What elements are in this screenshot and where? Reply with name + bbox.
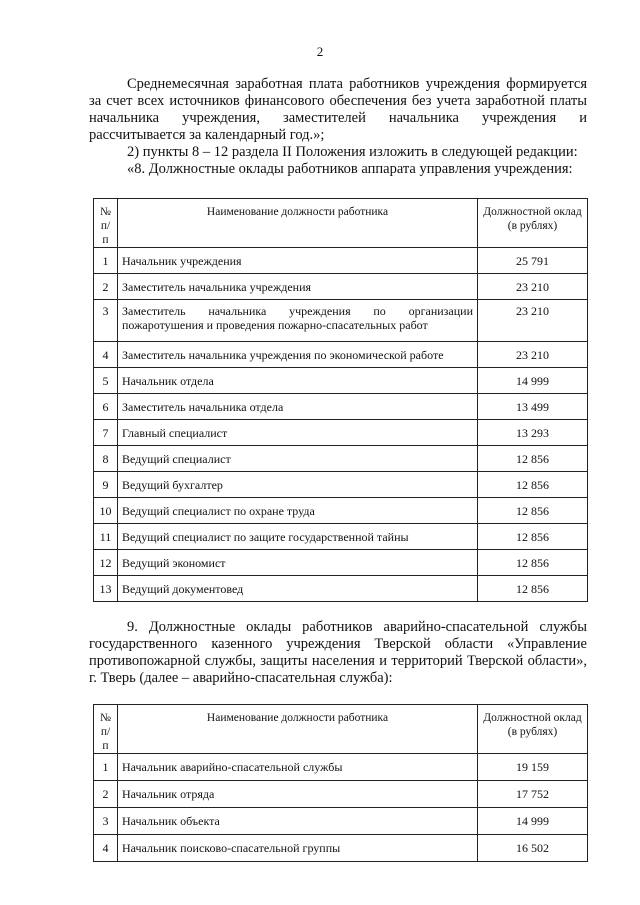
row-position: Начальник аварийно-спасательной службы <box>118 754 478 781</box>
row-number: 6 <box>94 394 118 420</box>
section-9-block <box>89 619 587 687</box>
row-position: Ведущий специалист <box>118 446 478 472</box>
row-position: Начальник отдела <box>118 368 478 394</box>
row-number: 1 <box>94 248 118 274</box>
table-row <box>94 550 588 576</box>
table-row <box>94 754 588 781</box>
row-number: 12 <box>94 550 118 576</box>
row-position: Начальник учреждения <box>118 248 478 274</box>
page-number: 2 <box>316 44 324 59</box>
row-number: 3 <box>94 808 118 835</box>
row-number: 11 <box>94 524 118 550</box>
header-salary: Должностной оклад (в рублях) <box>478 199 588 248</box>
intro-paragraph-3: «8. Должностные оклады работников аппарата управления учреждения: <box>127 161 573 177</box>
table-row <box>94 342 588 368</box>
row-salary: 23 210 <box>478 300 588 342</box>
row-position: Ведущий бухгалтер <box>118 472 478 498</box>
row-salary: 16 502 <box>478 835 588 862</box>
table-row <box>94 446 588 472</box>
row-salary: 13 499 <box>478 394 588 420</box>
header-number: № п/п <box>94 705 118 754</box>
row-salary: 12 856 <box>478 446 588 472</box>
intro-paragraph-2: 2) пункты 8 – 12 раздела II Положения изложить в следующей редакции: <box>127 144 578 160</box>
row-number: 5 <box>94 368 118 394</box>
header-number: № п/п <box>94 199 118 248</box>
row-number: 10 <box>94 498 118 524</box>
section-9-paragraph: 9. Должностные оклады работников аварийно-спасательной службы государственного казенного учреждения Тверской области «Управление противопожарной службы, защиты населения и территорий Тверской области», г. Тверь (далее – аварийно-спасательная служба): <box>89 619 587 686</box>
row-salary: 23 210 <box>478 274 588 300</box>
row-number: 7 <box>94 420 118 446</box>
row-salary: 12 856 <box>478 524 588 550</box>
row-salary: 12 856 <box>478 576 588 602</box>
row-salary: 23 210 <box>478 342 588 368</box>
row-number: 4 <box>94 342 118 368</box>
row-position-line-2: пожаротушения и проведения пожарно-спасательных работ <box>122 318 428 332</box>
row-salary: 14 999 <box>478 808 588 835</box>
table-row <box>94 300 588 342</box>
row-salary: 25 791 <box>478 248 588 274</box>
row-salary: 13 293 <box>478 420 588 446</box>
row-number: 9 <box>94 472 118 498</box>
row-position: Заместитель начальника учреждения <box>118 274 478 300</box>
row-position: Ведущий специалист по защите государственной тайны <box>118 524 478 550</box>
table-row <box>94 420 588 446</box>
salary-table-management <box>93 198 588 602</box>
row-number: 13 <box>94 576 118 602</box>
row-number: 4 <box>94 835 118 862</box>
intro-block <box>89 76 587 178</box>
intro-paragraph-1: Среднемесячная заработная плата работников учреждения формируется за счет всех источников финансового обеспечения без учета заработной платы начальника учреждения, заместителей начальника учреждения и рассчитывается за календарный год.»; <box>89 76 587 143</box>
row-position: Ведущий специалист по охране труда <box>118 498 478 524</box>
table-row <box>94 472 588 498</box>
table-header-row <box>94 199 588 248</box>
row-salary: 12 856 <box>478 498 588 524</box>
table-row <box>94 498 588 524</box>
row-salary: 12 856 <box>478 472 588 498</box>
row-position-line-1: Заместитель начальника учреждения по организации <box>122 304 473 318</box>
row-salary: 17 752 <box>478 781 588 808</box>
row-position: Ведущий экономист <box>118 550 478 576</box>
row-position: Начальник поисково-спасательной группы <box>118 835 478 862</box>
table-row <box>94 835 588 862</box>
table-row <box>94 808 588 835</box>
row-position: Начальник объекта <box>118 808 478 835</box>
header-position: Наименование должности работника <box>118 705 478 754</box>
row-salary: 19 159 <box>478 754 588 781</box>
row-number: 1 <box>94 754 118 781</box>
table-row <box>94 781 588 808</box>
row-number: 2 <box>94 274 118 300</box>
row-position: Заместитель начальника отдела <box>118 394 478 420</box>
table-row <box>94 274 588 300</box>
header-position: Наименование должности работника <box>118 199 478 248</box>
row-number: 2 <box>94 781 118 808</box>
row-position: Начальник отряда <box>118 781 478 808</box>
table-header-row <box>94 705 588 754</box>
row-position: Главный специалист <box>118 420 478 446</box>
row-position <box>118 300 478 342</box>
table-row <box>94 394 588 420</box>
table-row <box>94 524 588 550</box>
table-row <box>94 368 588 394</box>
row-position: Ведущий документовед <box>118 576 478 602</box>
salary-table-rescue <box>93 704 588 862</box>
row-number: 8 <box>94 446 118 472</box>
header-salary: Должностной оклад (в рублях) <box>478 705 588 754</box>
row-salary: 14 999 <box>478 368 588 394</box>
row-salary: 12 856 <box>478 550 588 576</box>
table-row <box>94 248 588 274</box>
row-position: Заместитель начальника учреждения по экономической работе <box>118 342 478 368</box>
table-row <box>94 576 588 602</box>
row-number: 3 <box>94 300 118 342</box>
